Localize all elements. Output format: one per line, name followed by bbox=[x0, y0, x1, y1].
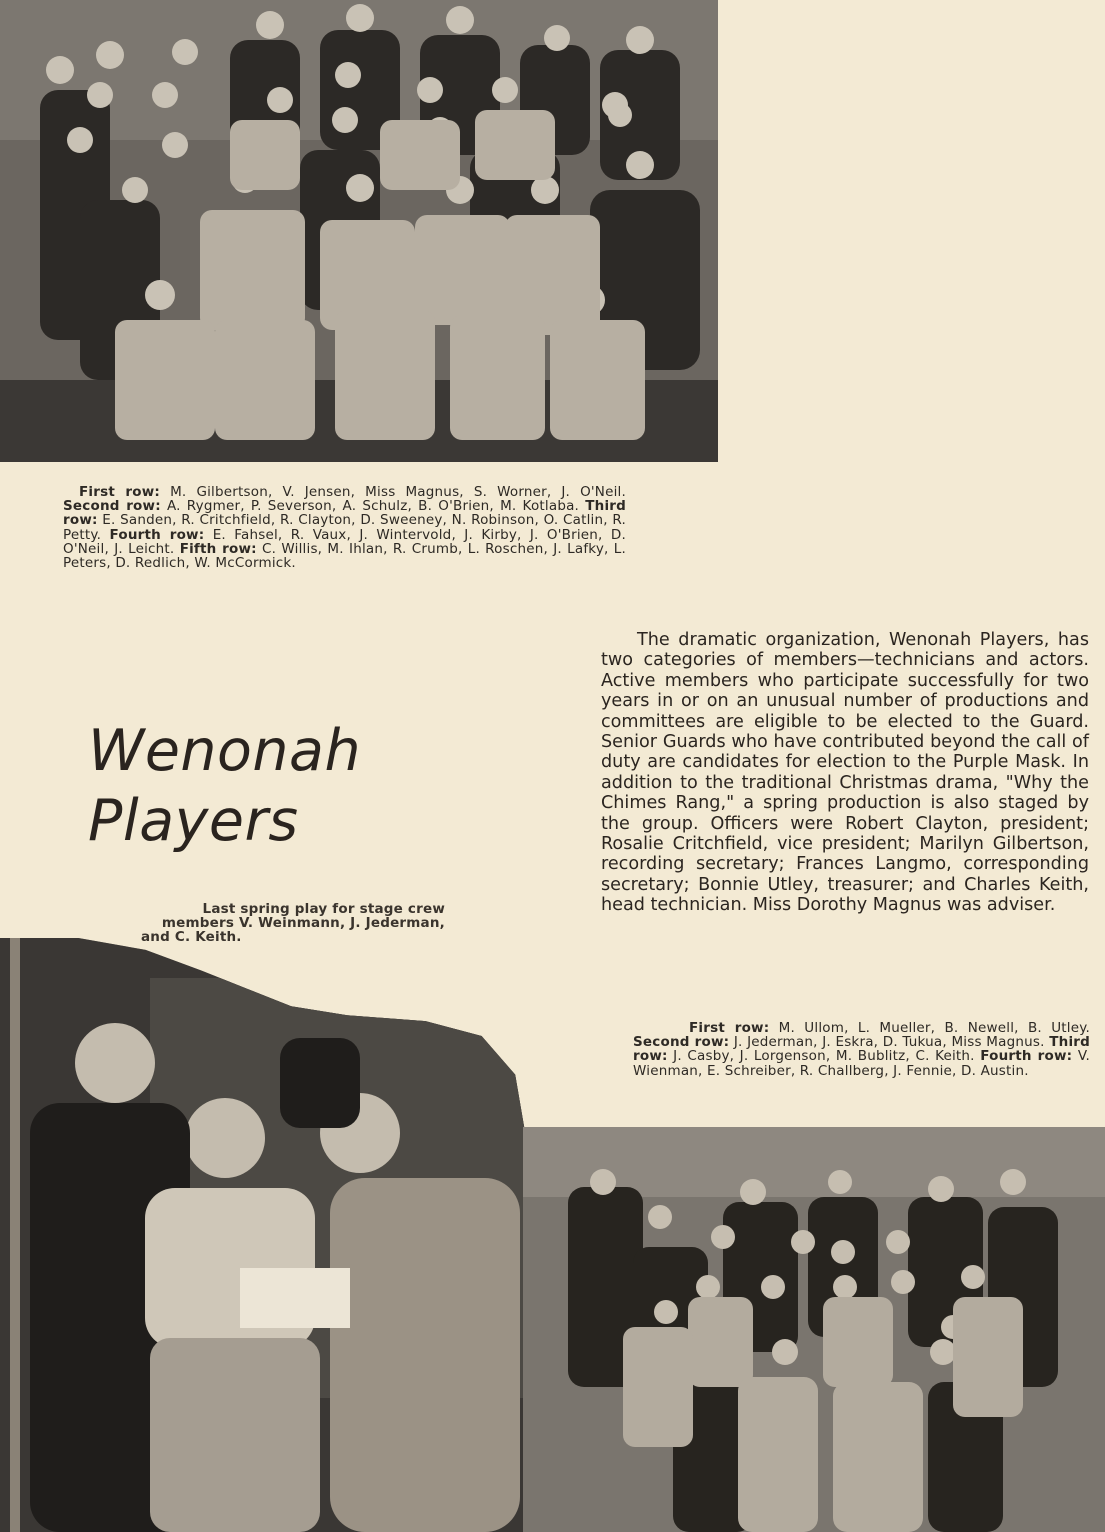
caption-row-names: J. Casby, J. Lorgenson, M. Bublitz, C. Keith. bbox=[673, 1048, 975, 1065]
caption-row-label: Second row: bbox=[633, 1034, 730, 1051]
caption-row-names: A. Rygmer, P. Severson, A. Schulz, B. O'Brien, M. Kotlaba. bbox=[166, 498, 580, 515]
caption-row-label: First row: bbox=[689, 1020, 770, 1036]
top-photo-caption bbox=[63, 485, 626, 570]
caption-row-label: Third row: bbox=[63, 498, 626, 529]
caption-row-label: Third row: bbox=[633, 1034, 1091, 1065]
caption-row-label: Second row: bbox=[63, 498, 161, 515]
stage-crew-photo-figures bbox=[0, 938, 560, 1532]
caption-row-label: Fifth row: bbox=[179, 540, 257, 557]
group-photo-top-figures bbox=[0, 0, 718, 462]
caption-row-names: M. Gilbertson, V. Jensen, Miss Magnus, S. Worner, J. O'Neil. bbox=[170, 484, 627, 500]
page-title: Wenonah Players bbox=[88, 718, 362, 854]
group-photo-top bbox=[0, 0, 718, 462]
caption-row-names: V. Wienman, E. Schreiber, R. Challberg, J. Fennie, D. Austin. bbox=[633, 1048, 1090, 1079]
caption-row-label: Fourth row: bbox=[109, 526, 205, 543]
caption-row-names: E. Fahsel, R. Vaux, J. Wintervold, J. Kirby, J. O'Brien, D. O'Neil, J. Leicht. bbox=[63, 526, 626, 557]
caption-row-names: M. Ullom, L. Mueller, B. Newell, B. Utley. bbox=[778, 1020, 1091, 1036]
stage-crew-caption-line: members V. Weinmann, J. Jederman, bbox=[161, 915, 445, 932]
group-photo-bottom-figures bbox=[523, 1127, 1105, 1532]
group-photo-bottom bbox=[523, 1127, 1105, 1532]
caption-row-label: First row: bbox=[79, 484, 161, 500]
caption-row-names: J. Jederman, J. Eskra, D. Tukua, Miss Magnus. bbox=[733, 1034, 1045, 1051]
bottom-photo-caption bbox=[633, 1021, 1090, 1078]
article-body: The dramatic organization, Wenonah Players, has two categories of members—technicians and actors. Active members who participate successfully for two years in or on an unusual number of productions and committees are eligible to be elected to the Guard. Senior Guards who have contributed beyond the call of duty are candidates for election to the Purple Mask. In addition to the traditional Christmas drama, "Why the Chimes Rang," a spring production is also staged by the group. Officers were Robert Clayton, president; Rosalie Critchfield, vice president; Marilyn Gilbertson, recording secretary; Frances Langmo, corresponding secretary; Bonnie Utley, treasurer; and Charles Keith, head technician. Miss Dorothy Magnus was adviser. bbox=[601, 630, 1089, 916]
stage-crew-caption-line: and C. Keith. bbox=[141, 929, 242, 946]
stage-crew-caption bbox=[135, 902, 445, 945]
caption-row-names: E. Sanden, R. Critchfield, R. Clayton, D. Sweeney, N. Robinson, O. Catlin, R. Petty. bbox=[63, 512, 626, 543]
stage-crew-caption-line: Last spring play for stage crew bbox=[202, 901, 445, 917]
caption-row-names: C. Willis, M. Ihlan, R. Crumb, L. Roschen, J. Lafky, L. Peters, D. Redlich, W. McCormick. bbox=[63, 540, 626, 572]
caption-row-label: Fourth row: bbox=[980, 1048, 1073, 1065]
stage-crew-photo bbox=[0, 938, 560, 1532]
